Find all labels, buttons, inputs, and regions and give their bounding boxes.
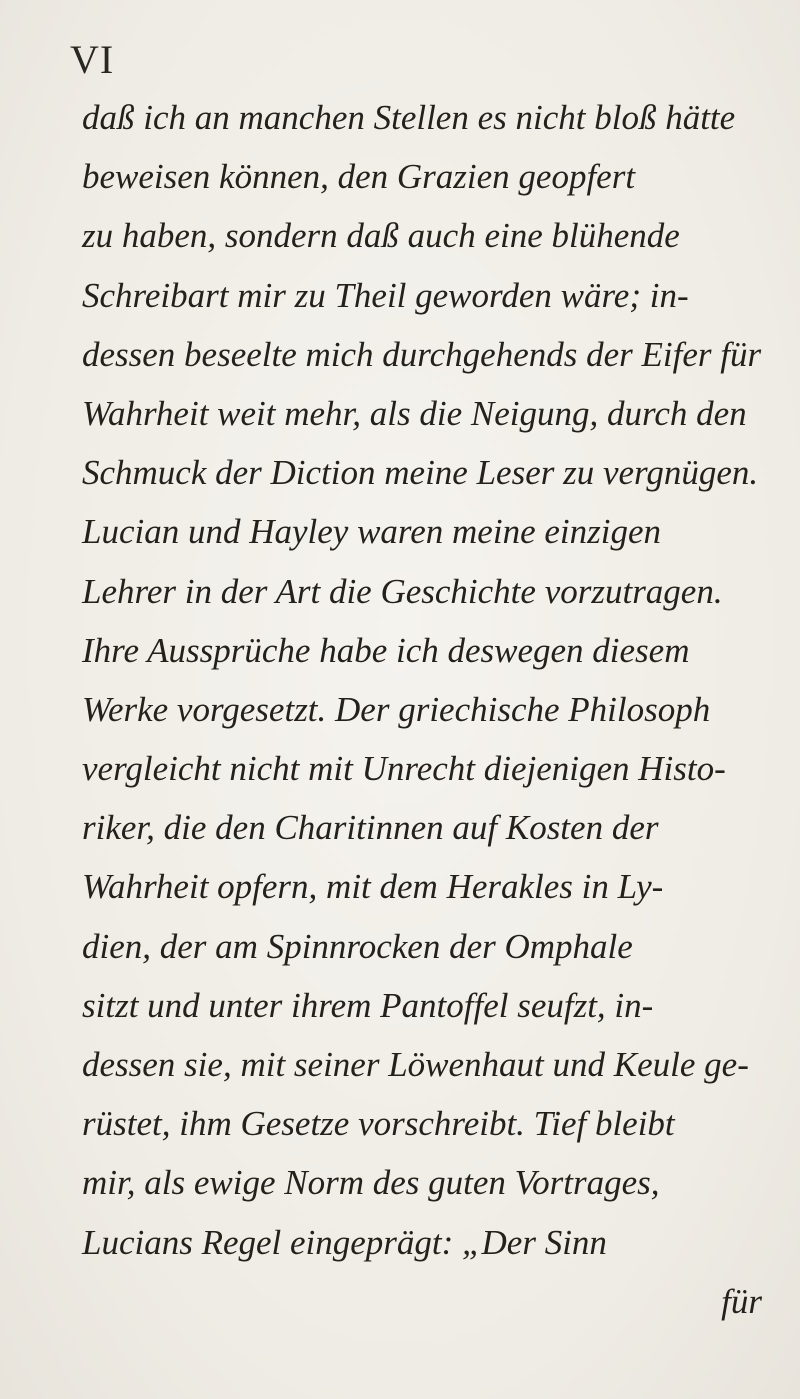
text-line [82,384,782,443]
text-line [82,1213,782,1272]
text-line-content: dessen beseelte mich durchgehends der Eifer für [82,334,762,374]
text-line [82,680,782,739]
text-line [82,88,782,147]
body-text [82,88,782,1331]
text-line-content: mir, als ewige Norm des guten Vortrages, [82,1163,660,1203]
text-line-content: Lehrer in der Art die Geschichte vorzutragen. [82,571,723,611]
text-line [82,443,782,502]
text-line [82,206,782,265]
text-line-content: Schmuck der Diction meine Leser zu vergnügen. [82,453,759,493]
text-line-content: Wahrheit opfern, mit dem Herakles in Ly- [82,867,664,907]
page-number: VI [70,37,115,82]
text-line [82,1094,782,1153]
text-line-content: dessen sie, mit seiner Löwenhaut und Keule ge- [82,1045,749,1084]
text-line-content: vergleicht nicht mit Unrecht diejenigen Histo- [82,749,726,789]
text-line [82,917,782,976]
text-line [82,798,782,857]
text-line-content: Werke vorgesetzt. Der griechische Philosoph [82,689,711,729]
text-line-content: beweisen können, den Grazien geopfert [82,157,636,197]
text-line [82,266,782,325]
text-line-content: rüstet, ihm Gesetze vorschreibt. Tief bleibt [82,1104,675,1144]
text-line-content: riker, die den Charitinnen auf Kosten der [82,808,659,848]
text-line-content: Lucian und Hayley waren meine einzigen [82,512,661,552]
text-line-content: Schreibart mir zu Theil geworden wäre; in- [82,275,689,315]
text-line [82,147,782,206]
text-line [82,621,782,680]
text-line [82,1035,782,1094]
text-line [82,976,782,1035]
catchword-line [82,1272,782,1331]
text-line [82,739,782,798]
text-line-content: sitzt und unter ihrem Pantoffel seufzt, in- [82,985,654,1025]
text-line-content: Ihre Aussprüche habe ich deswegen diesem [82,630,690,670]
text-line-content: Wahrheit weit mehr, als die Neigung, durch den [82,393,747,433]
text-line [82,502,782,561]
text-line [82,325,782,384]
text-line-content: daß ich an manchen Stellen es nicht bloß hätte [82,98,736,137]
text-line [82,562,782,621]
text-line-content: dien, der am Spinnrocken der Omphale [82,926,633,966]
catchword: für [721,1281,762,1321]
text-line-content: Lucians Regel eingeprägt: „Der Sinn [82,1222,607,1262]
text-line [82,1153,782,1212]
text-line-content: zu haben, sondern daß auch eine blühende [82,216,680,256]
text-line [82,857,782,916]
